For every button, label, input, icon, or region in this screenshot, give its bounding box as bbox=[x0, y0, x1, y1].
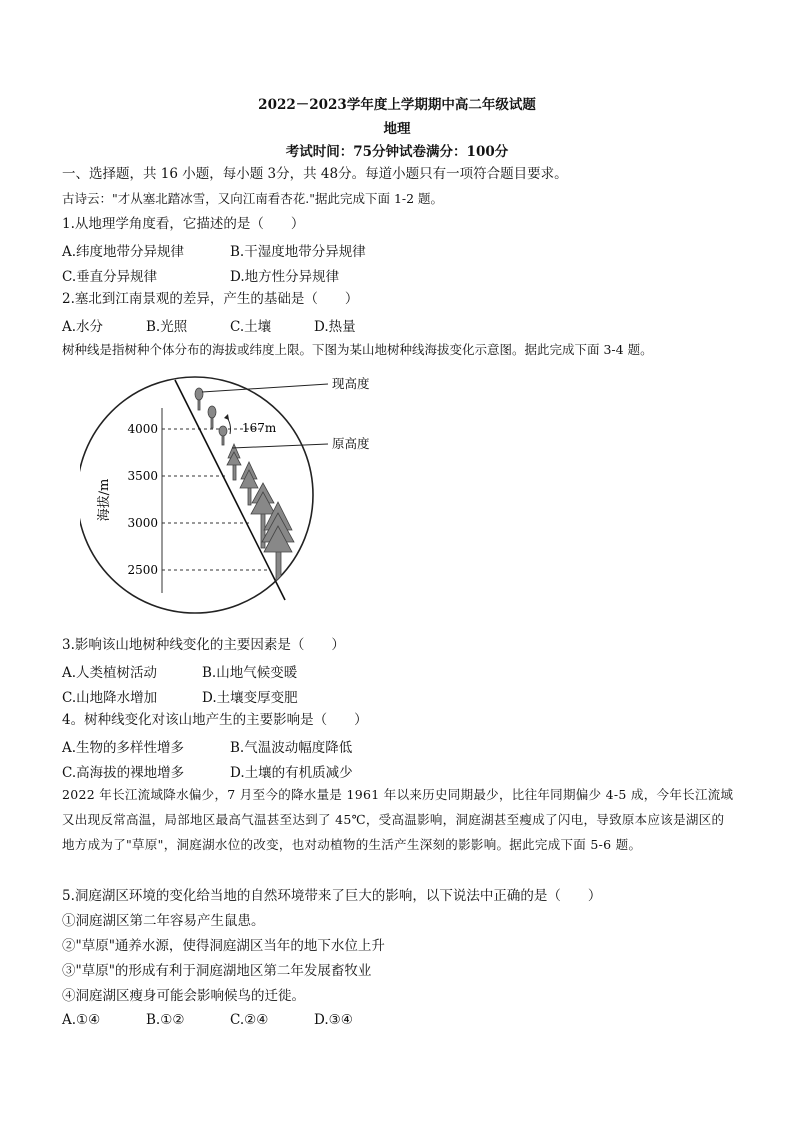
trees bbox=[195, 388, 294, 593]
section-heading: 一、选择题，共 16 小题，每小题 3分，共 48分。每道小题只有一项符合题目要求。 bbox=[62, 166, 568, 182]
q4-option-c: C.高海拔的裸地增多 bbox=[62, 765, 185, 781]
tick-4000: 4000 bbox=[127, 422, 158, 436]
question-4-stem: 4。树种线变化对该山地产生的主要影响是（ ） bbox=[62, 712, 368, 728]
tick-2500: 2500 bbox=[127, 563, 158, 577]
q4-option-b: B.气温波动幅度降低 bbox=[230, 740, 353, 756]
exam-title: 2022－2023学年度上学期期中高二年级试题 bbox=[258, 97, 536, 113]
q2-option-d: D.热量 bbox=[314, 319, 356, 335]
q5-option-d: D.③④ bbox=[314, 1012, 353, 1028]
tree-1 bbox=[195, 388, 203, 410]
q2-option-c: C.土壤 bbox=[230, 319, 272, 335]
label-now-height: 现高度 bbox=[332, 376, 370, 391]
leader-now bbox=[202, 384, 328, 392]
exam-info: 考试时间：75分钟试卷满分：100分 bbox=[285, 144, 509, 160]
q5-statement-1: ①洞庭湖区第二年容易产生鼠患。 bbox=[62, 913, 265, 929]
q2-option-b: B.光照 bbox=[146, 319, 188, 335]
question-5-stem: 5.洞庭湖区环境的变化给当地的自然环境带来了巨大的影响，以下说法中正确的是（ ） bbox=[62, 888, 602, 904]
q5-statement-3: ③"草原"的形成有利于洞庭湖地区第二年发展畜牧业 bbox=[62, 963, 372, 979]
change-arrowhead bbox=[224, 414, 229, 420]
q3-option-d: D.土壤变厚变肥 bbox=[202, 690, 298, 706]
tree-4 bbox=[227, 444, 241, 480]
leader-orig bbox=[232, 444, 328, 448]
subject-title: 地理 bbox=[383, 121, 411, 137]
q3-option-c: C.山地降水增加 bbox=[62, 690, 158, 706]
tree-3 bbox=[219, 426, 227, 445]
intro-poem: 古诗云："才从塞北踏冰雪，又向江南看杏花."据此完成下面 1-2 题。 bbox=[62, 191, 444, 206]
q5-option-b: B.①② bbox=[146, 1012, 185, 1028]
q1-option-d: D.地方性分异规律 bbox=[230, 269, 340, 285]
tick-3500: 3500 bbox=[127, 469, 158, 483]
question-3-stem: 3.影响该山地树种线变化的主要因素是（ ） bbox=[62, 637, 345, 653]
q1-option-a: A.纬度地带分异规律 bbox=[62, 244, 185, 260]
mountain-slope bbox=[175, 380, 285, 600]
q1-option-b: B.干湿度地带分异规律 bbox=[230, 244, 366, 260]
q3-option-b: B.山地气候变暖 bbox=[202, 665, 298, 681]
q4-option-a: A.生物的多样性增多 bbox=[62, 740, 185, 756]
tree-2 bbox=[208, 406, 216, 428]
y-axis-label: 海拔/m bbox=[97, 478, 112, 522]
label-orig-height: 原高度 bbox=[332, 436, 370, 451]
q2-option-a: A.水分 bbox=[62, 319, 104, 335]
q5-statement-2: ②"草原"通养水源，使得洞庭湖区当年的地下水位上升 bbox=[62, 938, 385, 954]
question-1-stem: 1.从地理学角度看，它描述的是（ ） bbox=[62, 216, 305, 232]
q3-option-a: A.人类植树活动 bbox=[62, 665, 158, 681]
q1-option-c: C.垂直分异规律 bbox=[62, 269, 158, 285]
intro-treeline: 树种线是指树种个体分布的海拔或纬度上限。下图为某山地树种线海拔变化示意图。据此完成下面 3-4 题。 bbox=[62, 342, 653, 357]
q5-statement-4: ④洞庭湖区瘦身可能会影响候鸟的迁徙。 bbox=[62, 988, 305, 1004]
change-label: 167m bbox=[242, 421, 277, 435]
tick-3000: 3000 bbox=[127, 516, 158, 530]
q4-option-d: D.土壤的有机质减少 bbox=[230, 765, 353, 781]
question-2-stem: 2.塞北到江南景观的差异，产生的基础是（ ） bbox=[62, 291, 359, 307]
q5-option-a: A.①④ bbox=[62, 1012, 101, 1028]
passage-dongting: 2022 年长江流域降水偏少，7 月至今的降水量是 1961 年以来历史同期最少，比往年同期偏少 4-5 成，今年长江流域又出现反常高温，局部地区最高气温甚至达到了 45℃，受高温影响，洞庭湖甚至瘦成了闪电，导致原本应该是湖区的地方成为了"草原"，洞庭湖水位的改变，也对动植物的生活产生深刻的影影响。据此完成下面 5-6 题。 bbox=[62, 787, 734, 852]
treeline-figure bbox=[80, 368, 400, 630]
q5-option-c: C.②④ bbox=[230, 1012, 269, 1028]
